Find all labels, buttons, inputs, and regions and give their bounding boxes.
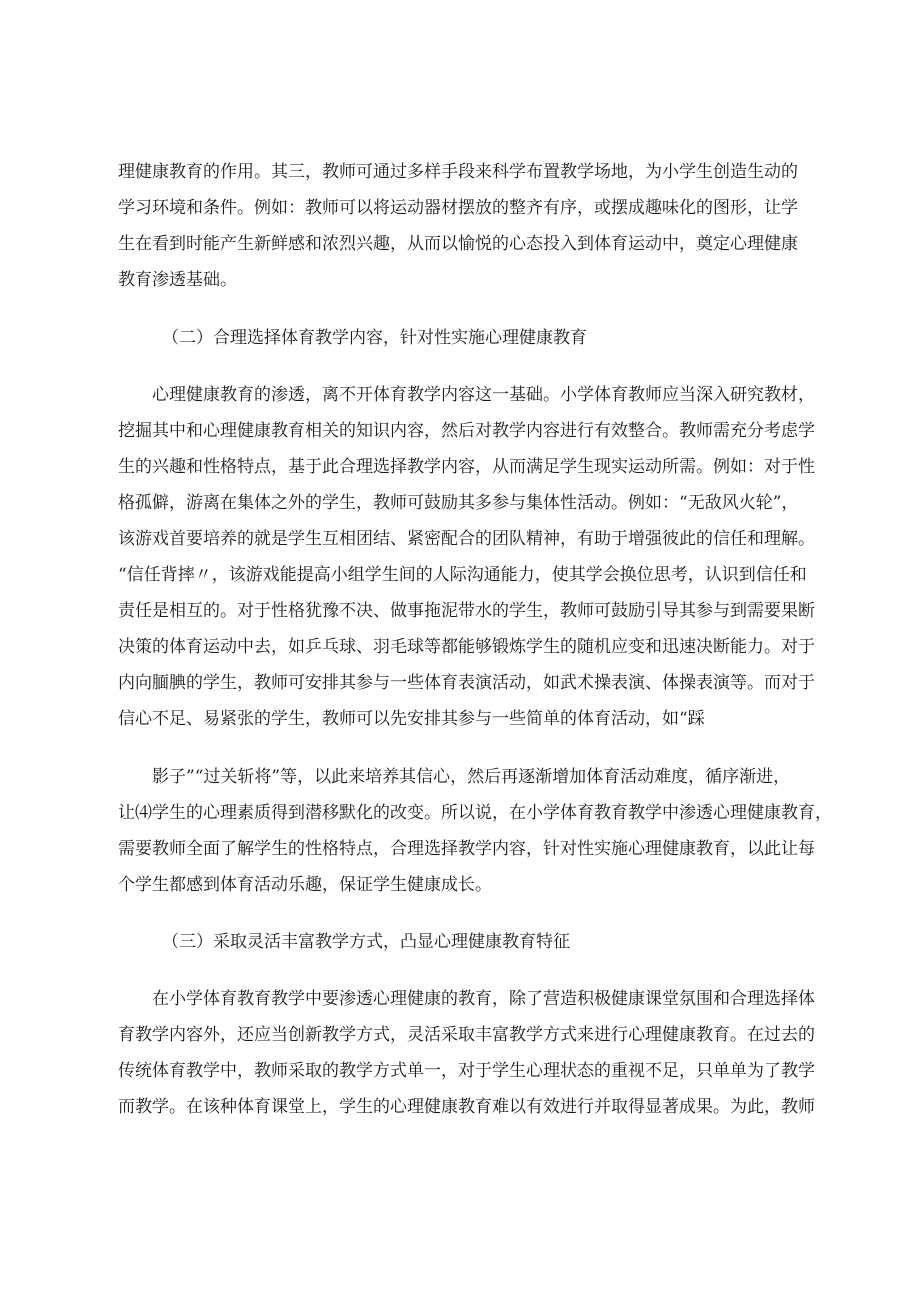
section-heading-3: （三）采取灵活丰富教学方式，凸显心理健康教育特征 xyxy=(162,932,570,952)
paragraph-2-line-3: 生的兴趣和性格特点，基于此合理选择教学内容，从而满足学生现实运动所需。例如：对于性 xyxy=(118,457,815,477)
paragraph-2-line-6: “信任背摔〃，该游戏能提高小组学生间的人际沟通能力，使其学会换位思考，认识到信任和 xyxy=(118,565,807,585)
paragraph-2-line-10: 信心不足、易紧张的学生，教师可以先安排其参与一些简单的体育活动，如“踩 xyxy=(118,709,705,729)
paragraph-2-line-8: 决策的体育运动中去，如乒乓球、羽毛球等都能够锻炼学生的随机应变和迅速决断能力。对于 xyxy=(118,637,815,657)
paragraph-3-line-2: 让⑷学生的心理素质得到潜移默化的改变。所以说，在小学体育教育教学中渗透心理健康教育， xyxy=(118,803,832,823)
paragraph-1-line-3: 生在看到时能产生新鲜感和浓烈兴趣，从而以愉悦的心态投入到体育运动中，奠定心理健康 xyxy=(118,234,798,254)
paragraph-4-line-4: 而教学。在该种体育课堂上，学生的心理健康教育难以有效进行并取得显著成果。为此，教师 xyxy=(118,1097,815,1117)
paragraph-2-line-9: 内向腼腆的学生，教师可安排其参与一些体育表演活动，如武术操表演、体操表演等。而对于 xyxy=(118,673,815,693)
paragraph-2-line-4: 格孤僻，游离在集体之外的学生，教师可鼓励其多参与集体性活动。例如：“无敌风火轮”， xyxy=(118,493,799,513)
paragraph-1-line-1: 理健康教育的作用。其三，教师可通过多样手段来科学布置教学场地，为小学生创造生动的 xyxy=(118,162,798,182)
paragraph-3-line-3: 需要教师全面了解学生的性格特点，合理选择教学内容，针对性实施心理健康教育，以此让每 xyxy=(118,839,815,859)
paragraph-2-line-2: 挖掘其中和心理健康教育相关的知识内容，然后对教学内容进行有效整合。教师需充分考虑学 xyxy=(118,421,815,441)
paragraph-1-line-4: 教育渗透基础。 xyxy=(118,270,237,290)
section-heading-2: （二）合理选择体育教学内容，针对性实施心理健康教育 xyxy=(162,328,587,348)
paragraph-4-line-3: 传统体育教学中，教师采取的教学方式单一，对于学生心理状态的重视不足，只单单为了教学 xyxy=(118,1061,815,1081)
paragraph-4-line-1: 在小学体育教育教学中要渗透心理健康的教育，除了营造积极健康课堂氛围和合理选择体 xyxy=(152,989,815,1009)
paragraph-1-line-2: 学习环境和条件。例如：教师可以将运动器材摆放的整齐有序，或摆成趣味化的图形，让学 xyxy=(118,198,798,218)
paragraph-2-line-7: 责任是相互的。对于性格犹豫不决、做事拖泥带水的学生，教师可鼓励引导其参与到需要果断 xyxy=(118,601,815,621)
paragraph-2-line-1: 心理健康教育的渗透，离不开体育教学内容这一基础。小学体育教师应当深入研究教材， xyxy=(152,385,815,405)
paragraph-4-line-2: 育教学内容外，还应当创新教学方式，灵活采取丰富教学方式来进行心理健康教育。在过去的 xyxy=(118,1025,815,1045)
paragraph-2-line-5: 该游戏首要培养的就是学生互相团结、紧密配合的团队精神，有助于增强彼此的信任和理解。 xyxy=(118,529,815,549)
paragraph-3-line-1: 影子”“过关斩将”等，以此来培养其信心，然后再逐渐增加体育活动难度，循序渐进， xyxy=(152,767,791,787)
paragraph-3-line-4: 个学生都感到体育活动乐趣，保证学生健康成长。 xyxy=(118,875,492,895)
